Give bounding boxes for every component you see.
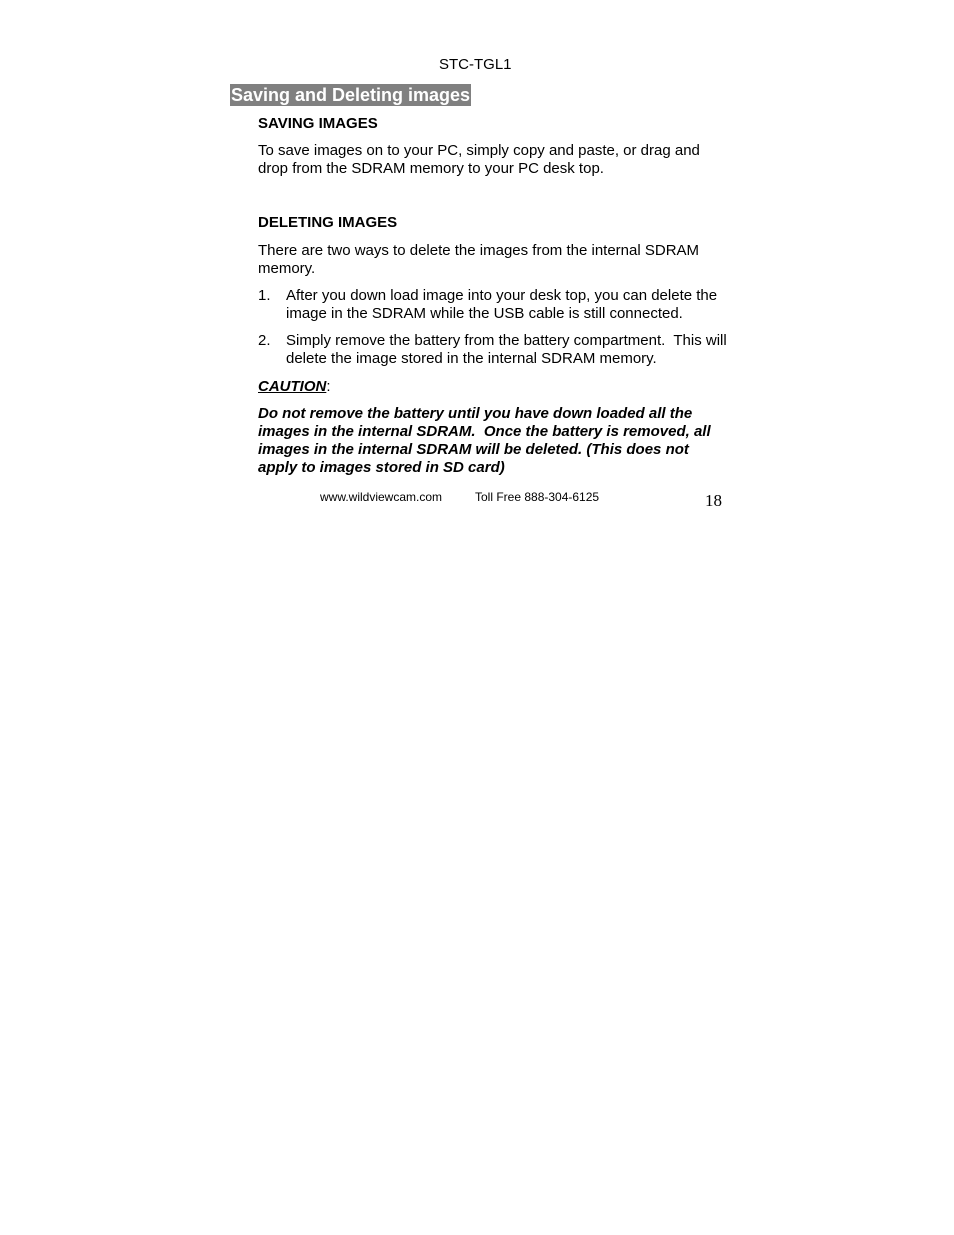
caution-colon: :: [326, 378, 331, 395]
list-item-text: Simply remove the battery from the battery compartment. This will delete the image stored in the internal SDRAM memory.: [286, 332, 731, 367]
deleting-images-heading: DELETING IMAGES: [258, 214, 398, 231]
list-item-text: After you down load image into your desk top, you can delete the image in the SDRAM while the USB cable is still connected.: [286, 287, 722, 322]
list-item-number: 1.: [258, 287, 271, 304]
deleting-images-intro: There are two ways to delete the images from the internal SDRAM memory.: [258, 242, 700, 277]
caution-label: [258, 378, 331, 396]
footer-website: www.wildviewcam.com: [320, 490, 443, 504]
saving-images-paragraph: To save images on to your PC, simply copy and paste, or drag and drop from the SDRAM memory to your PC desk top.: [258, 142, 700, 177]
section-title: Saving and Deleting images: [231, 85, 471, 105]
saving-images-heading: SAVING IMAGES: [258, 115, 378, 132]
page-header-model: STC-TGL1: [439, 56, 512, 73]
caution-text: Do not remove the battery until you have down loaded all the images in the internal SDRAM. Once the battery is removed, all images in the internal SDRAM will be deleted. (This does not apply to images stored in SD card): [258, 405, 715, 476]
list-item-number: 2.: [258, 332, 271, 349]
page-number: 18: [705, 491, 722, 510]
caution-word: CAUTION: [258, 378, 327, 395]
footer-phone: Toll Free 888-304-6125: [475, 490, 600, 504]
